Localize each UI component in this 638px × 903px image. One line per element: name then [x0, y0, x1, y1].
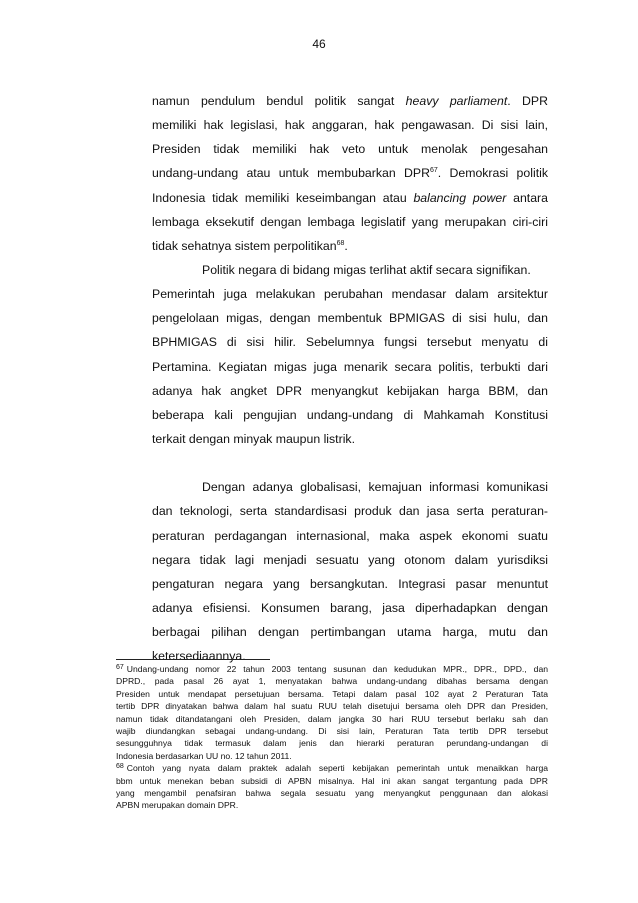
section-heading — [152, 451, 548, 475]
footnote-67-line: sesungguhnya tidak termasuk dalam jenis dan hierarki peraturan perundang-undangan di — [116, 738, 548, 749]
paragraph-line: Presiden tidak memiliki hak veto untuk menolak pengesahan — [152, 142, 548, 157]
footnote-ref-67[interactable]: 67 — [429, 167, 438, 175]
footnote-67-line: Presiden untuk mendapat persetujuan bersama. Tetapi dalam pasal 102 ayat 2 Peraturan Tata — [116, 688, 548, 699]
footnotes — [116, 663, 548, 812]
footnote-mark: 67 — [116, 664, 124, 671]
paragraph-line: undang-undang atau untuk membubarkan DPR$^{67}$. Demokrasi politik — [152, 166, 548, 181]
paragraph-line: Dengan adanya globalisasi, kemajuan informasi komunikasi — [202, 480, 548, 495]
paragraph-line: Pertamina. Kegiatan migas juga menarik secara politis, terbukti dari — [152, 359, 548, 374]
footnote-67-line: Indonesia berdasarkan UU no. 12 tahun 2011. — [116, 750, 292, 761]
footnote-67-line: tertib DPR dinyatakan bahwa dalam hal suatu RUU telah disetujui bersama oleh DPR dan Presiden, — [116, 701, 548, 712]
paragraph-line: Politik negara di bidang migas terlihat aktif secara signifikan. — [202, 262, 531, 277]
paragraph-line: adanya efisiensi. Konsumen barang, jasa diperhadapkan dengan — [152, 600, 548, 615]
footnote-67-line: $^{67}$ Undang-undang nomor 22 tahun 2003 tentang susunan dan kedudukan MPR., DPR., DPD., dan — [116, 664, 548, 674]
page-number: 46 — [312, 37, 326, 51]
paragraph-line: adanya hak angket DPR menyangkut kebijakan harga BBM, dan — [152, 383, 548, 398]
paragraph-line: BPHMIGAS di sisi hilir. Sebelumnya fungsi tersebut menyatu di — [152, 335, 548, 350]
paragraph-line: lembaga eksekutif dengan lembaga legislatif yang merupakan ciri-ciri — [152, 214, 548, 229]
paragraph-line: tidak sehatnya sistem perpolitikan$^{68}$. — [152, 238, 348, 253]
footnote-mark: 68 — [116, 763, 124, 771]
paragraph-line: terkait dengan minyak maupun listrik. — [152, 431, 355, 446]
footnote-ref-68[interactable]: 68 — [336, 239, 345, 247]
paragraph-line: pengelolaan migas, dengan membentuk BPMIGAS di sisi hulu, dan — [152, 311, 548, 326]
footnote-68-line: APBN merupakan domain DPR. — [116, 800, 239, 811]
footnote-separator — [116, 659, 270, 660]
paragraph-line: memiliki hak legislasi, hak anggaran, hak pengawasan. Di sisi lain, — [152, 118, 548, 133]
paragraph-line: berbagai pilihan dengan pertimbangan utama harga, mutu dan — [152, 625, 548, 640]
paragraph-line: namun pendulum bendul politik sangat heavy parliament. DPR — [152, 94, 548, 108]
paragraph-line: pengaturan negara yang bersangkutan. Integrasi pasar menuntut — [152, 576, 548, 591]
footnote-68-line: yang mengambil penafsiran bahwa segala sesuatu yang menyangkut penggunaan dan alokasi — [116, 787, 548, 798]
footnote-67-line: namun tidak ditandatangani oleh Presiden, dalam jangka 30 hari RUU tersebut berlaku sah dan — [116, 713, 548, 724]
paragraph-line: beberapa kali pengujian undang-undang di Mahkamah Konstitusi — [152, 407, 548, 422]
paragraph-line: Indonesia tidak memiliki keseimbangan atau balancing power antara — [152, 190, 548, 205]
body-text — [152, 89, 548, 668]
footnote-68-line: bbm untuk menekan beban subsidi di APBN misalnya. Hal ini akan sangat tergantung pada DPR — [116, 775, 548, 786]
paragraph-line: Pemerintah juga melakukan perubahan mendasar dalam arsitektur — [152, 287, 548, 302]
footnote-68-line: $^{68}$ Contoh yang nyata dalam praktek adalah seperti kebijakan pemerintah untuk menaikkan harga — [116, 763, 548, 774]
paragraph-line: negara tidak lagi menjadi sesuatu yang otonom dalam yurisdiksi — [152, 552, 548, 567]
paragraph-line: dan teknologi, serta standardisasi produk dan jasa serta peraturan- — [152, 504, 548, 519]
paragraph-line: peraturan perdagangan internasional, maka aspek ekonomi suatu — [152, 528, 548, 543]
footnote-67-line: wajib diundangkan sebagai undang-undang. Di sisi lain, Peraturan Tata tertib DPR tersebut — [116, 725, 548, 736]
footnote-67-line: DPRD., pada pasal 26 ayat 1, menyatakan bahwa undang-undang dibahas bersama dengan — [116, 676, 548, 687]
paragraph-line: ketersediaannya. — [152, 649, 246, 664]
